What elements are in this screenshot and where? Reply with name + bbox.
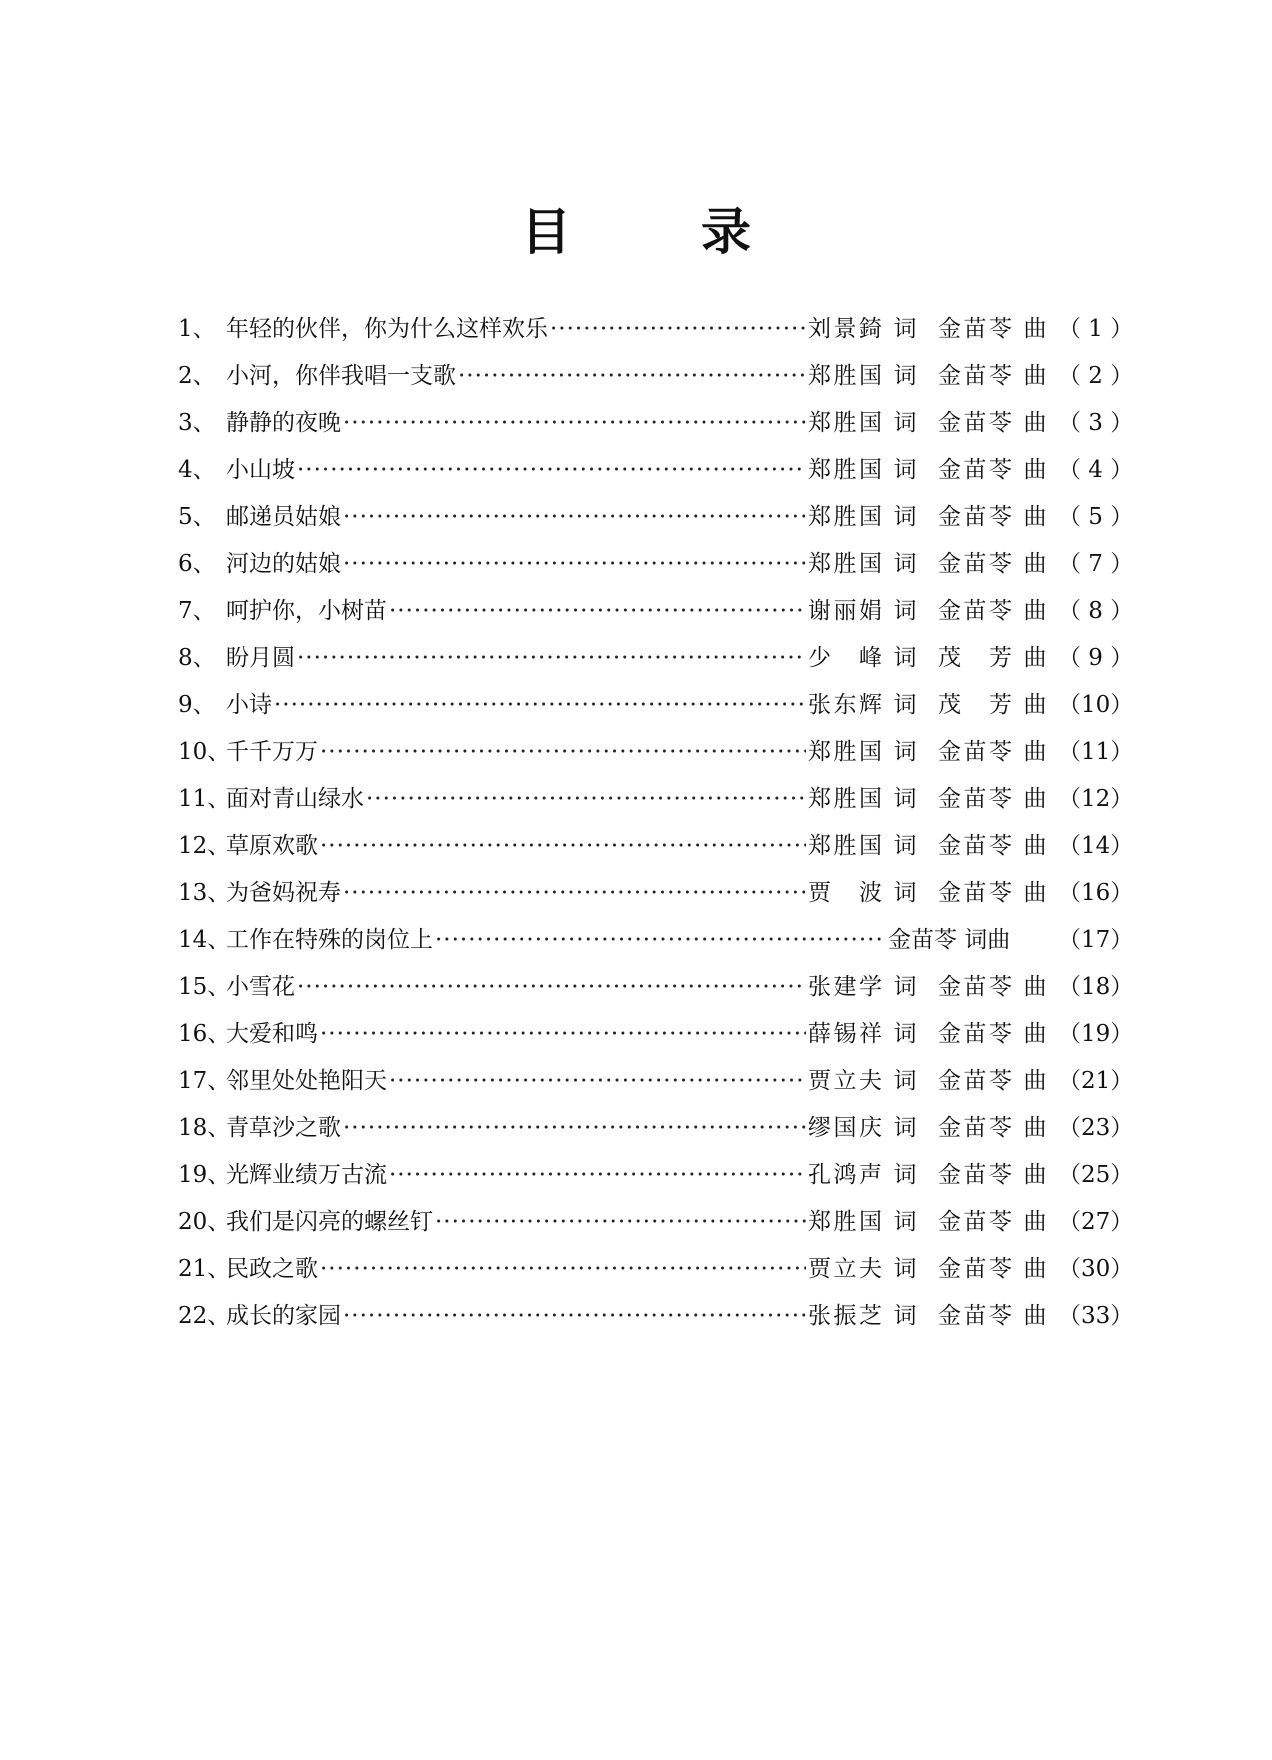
lyrics-label: 词: [893, 785, 917, 812]
lyrics-label: 词: [893, 879, 917, 906]
song-title: 年轻的伙伴，你为什么这样欢乐: [226, 315, 548, 342]
music-label: 曲: [1023, 832, 1047, 859]
entry-number: 2、: [178, 362, 216, 389]
composer-name: 金苗苓: [938, 409, 1012, 436]
lyrics-label: 词: [893, 597, 917, 624]
page-number: （21）: [1058, 1067, 1134, 1094]
music-label: 曲: [1023, 691, 1047, 718]
leader-dots: [297, 972, 806, 1002]
music-label: 曲: [1023, 1020, 1047, 1047]
lyrics-label: 词: [893, 503, 917, 530]
song-title: 呵护你，小树苗: [226, 597, 387, 624]
page-number: （ 2 ）: [1058, 362, 1134, 389]
lyrics-label: 词: [893, 691, 917, 718]
toc-entry[interactable]: [178, 1104, 1134, 1151]
entry-number: 21、: [178, 1255, 231, 1282]
music-label: 曲: [1023, 550, 1047, 577]
song-title: 小河，你伴我唱一支歌: [226, 362, 456, 389]
page-number: （33）: [1058, 1302, 1134, 1329]
entry-number: 3、: [178, 409, 216, 436]
page-number: （ 9 ）: [1058, 644, 1134, 671]
toc-entry[interactable]: [178, 1010, 1134, 1057]
toc-entry[interactable]: [178, 446, 1134, 493]
leader-dots: [366, 784, 806, 814]
toc-entry[interactable]: [178, 1057, 1134, 1104]
leader-dots: [389, 596, 806, 626]
lyricist-name: 郑胜国: [808, 503, 882, 530]
page-number: （ 5 ）: [1058, 503, 1134, 530]
page-number: （ 8 ）: [1058, 597, 1134, 624]
lyrics-label: 词: [893, 1161, 917, 1188]
leader-dots: [297, 643, 806, 673]
lyrics-label: 词: [893, 362, 917, 389]
music-label: 曲: [1023, 1302, 1047, 1329]
composer-name: 金苗苓: [938, 738, 1012, 765]
leader-dots: [550, 314, 806, 344]
page-title-char: 目: [521, 202, 571, 261]
page-number: （14）: [1058, 832, 1134, 859]
composer-name: 金苗苓: [938, 597, 1012, 624]
lyrics-label: 词: [893, 1302, 917, 1329]
lyricist-name: 刘景錡: [808, 315, 882, 342]
lyricist-name: 郑胜国: [808, 785, 882, 812]
music-label: 曲: [1023, 409, 1047, 436]
composer-name: 金苗苓: [938, 785, 1012, 812]
composer-name: 金苗苓: [938, 1067, 1012, 1094]
entry-number: 20、: [178, 1208, 231, 1235]
music-label: 曲: [1023, 315, 1047, 342]
toc-entry[interactable]: [178, 540, 1134, 587]
song-title: 静静的夜晚: [226, 409, 341, 436]
toc-entry[interactable]: [178, 1151, 1134, 1198]
toc-entry[interactable]: [178, 1245, 1134, 1292]
lyrics-label: 词: [893, 1020, 917, 1047]
page-number: （ 4 ）: [1058, 456, 1134, 483]
lyrics-label: 词: [893, 409, 917, 436]
song-title: 光辉业绩万古流: [226, 1161, 387, 1188]
lyricist-name: 贾立夫: [808, 1255, 882, 1282]
composer-name: 金苗苓: [938, 1020, 1012, 1047]
toc-entry[interactable]: [178, 916, 1134, 963]
entry-number: 1、: [178, 315, 216, 342]
page-number: （27）: [1058, 1208, 1134, 1235]
toc-entry[interactable]: [178, 963, 1134, 1010]
composer-name: 金苗苓: [938, 362, 1012, 389]
toc-entry[interactable]: [178, 1198, 1134, 1245]
lyrics-label: 词: [893, 315, 917, 342]
lyricist-name: 薛锡祥: [808, 1020, 882, 1047]
composer-name: 茂 芳: [938, 691, 1012, 718]
entry-number: 12、: [178, 832, 231, 859]
composer-name: 茂 芳: [938, 644, 1012, 671]
song-title: 面对青山绿水: [226, 785, 364, 812]
entry-number: 13、: [178, 879, 231, 906]
music-label: 曲: [1023, 785, 1047, 812]
page-number: （18）: [1058, 973, 1134, 1000]
page-number: （25）: [1058, 1161, 1134, 1188]
music-label: 曲: [1023, 362, 1047, 389]
composer-name: 金苗苓: [938, 315, 1012, 342]
toc-entry[interactable]: [178, 493, 1134, 540]
entry-number: 9、: [178, 691, 216, 718]
entry-number: 6、: [178, 550, 216, 577]
lyrics-label: 词: [893, 738, 917, 765]
song-title: 大爱和鸣: [226, 1020, 318, 1047]
page-number: （ 7 ）: [1058, 550, 1134, 577]
page-number: （19）: [1058, 1020, 1134, 1047]
lyricist-name: 郑胜国: [808, 362, 882, 389]
lyrics-label: 词: [893, 550, 917, 577]
leader-dots: [320, 1254, 806, 1284]
song-title: 河边的姑娘: [226, 550, 341, 577]
song-title: 邮递员姑娘: [226, 503, 341, 530]
lyrics-label: 词: [893, 973, 917, 1000]
lyrics-label: 词: [893, 1255, 917, 1282]
music-label: 曲: [1023, 456, 1047, 483]
page-title-char: 录: [701, 202, 751, 261]
composer-name: 金苗苓: [938, 879, 1012, 906]
song-title: 千千万万: [226, 738, 318, 765]
entry-number: 22、: [178, 1302, 231, 1329]
composer-name: 金苗苓: [938, 550, 1012, 577]
entry-number: 10、: [178, 738, 231, 765]
lyricist-name: 贾立夫: [808, 1067, 882, 1094]
leader-dots: [435, 925, 886, 955]
page-title: [0, 192, 1272, 264]
page-number: （ 1 ）: [1058, 315, 1134, 342]
lyricist-name: 孔鸿声: [808, 1161, 882, 1188]
composer-name: 金苗苓: [938, 1114, 1012, 1141]
leader-dots: [389, 1066, 806, 1096]
lyricist-name: 少 峰: [808, 644, 882, 671]
page-number: （17）: [1058, 926, 1134, 953]
lyricist-name: 郑胜国: [808, 456, 882, 483]
leader-dots: [435, 1207, 806, 1237]
lyricist-composer: 金苗苓 词曲: [888, 926, 1011, 953]
composer-name: 金苗苓: [938, 1208, 1012, 1235]
lyricist-name: 张东辉: [808, 691, 882, 718]
composer-name: 金苗苓: [938, 1255, 1012, 1282]
leader-dots: [320, 831, 806, 861]
leader-dots: [320, 737, 806, 767]
music-label: 曲: [1023, 738, 1047, 765]
entry-number: 14、: [178, 926, 231, 953]
toc-entry[interactable]: [178, 587, 1134, 634]
lyricist-name: 张建学: [808, 973, 882, 1000]
toc-entry[interactable]: [178, 681, 1134, 728]
leader-dots: [343, 1301, 806, 1331]
song-title: 小雪花: [226, 973, 295, 1000]
lyricist-name: 谢丽娟: [808, 597, 882, 624]
lyricist-name: 郑胜国: [808, 550, 882, 577]
lyricist-name: 缪国庆: [808, 1114, 882, 1141]
leader-dots: [274, 690, 806, 720]
song-title: 小山坡: [226, 456, 295, 483]
page-number: （11）: [1058, 738, 1134, 765]
page-number: （23）: [1058, 1114, 1134, 1141]
entry-number: 16、: [178, 1020, 231, 1047]
composer-name: 金苗苓: [938, 832, 1012, 859]
lyricist-name: 郑胜国: [808, 409, 882, 436]
lyrics-label: 词: [893, 1067, 917, 1094]
toc-entry[interactable]: [178, 399, 1134, 446]
entry-number: 18、: [178, 1114, 231, 1141]
page-number: （10）: [1058, 691, 1134, 718]
lyrics-label: 词: [893, 832, 917, 859]
leader-dots: [389, 1160, 806, 1190]
page-number: （16）: [1058, 879, 1134, 906]
entry-number: 4、: [178, 456, 216, 483]
table-of-contents: [178, 305, 1134, 1339]
entry-number: 5、: [178, 503, 216, 530]
composer-name: 金苗苓: [938, 1302, 1012, 1329]
entry-number: 11、: [178, 785, 231, 812]
leader-dots: [343, 1113, 806, 1143]
entry-number: 17、: [178, 1067, 231, 1094]
song-title: 我们是闪亮的螺丝钉: [226, 1208, 433, 1235]
toc-entry[interactable]: [178, 352, 1134, 399]
composer-name: 金苗苓: [938, 503, 1012, 530]
lyricist-name: 贾 波: [808, 879, 882, 906]
music-label: 曲: [1023, 644, 1047, 671]
song-title: 小诗: [226, 691, 272, 718]
music-label: 曲: [1023, 973, 1047, 1000]
leader-dots: [343, 878, 806, 908]
leader-dots: [343, 408, 806, 438]
leader-dots: [343, 549, 806, 579]
music-label: 曲: [1023, 1255, 1047, 1282]
song-title: 成长的家园: [226, 1302, 341, 1329]
lyrics-label: 词: [893, 644, 917, 671]
page-number: （30）: [1058, 1255, 1134, 1282]
lyricist-name: 郑胜国: [808, 832, 882, 859]
leader-dots: [297, 455, 806, 485]
entry-number: 15、: [178, 973, 231, 1000]
leader-dots: [458, 361, 806, 391]
page-number: （ 3 ）: [1058, 409, 1134, 436]
song-title: 民政之歌: [226, 1255, 318, 1282]
leader-dots: [343, 502, 806, 532]
music-label: 曲: [1023, 1161, 1047, 1188]
lyricist-name: 郑胜国: [808, 1208, 882, 1235]
lyrics-label: 词: [893, 1114, 917, 1141]
toc-entry[interactable]: [178, 869, 1134, 916]
lyrics-label: 词: [893, 456, 917, 483]
song-title: 盼月圆: [226, 644, 295, 671]
composer-name: 金苗苓: [938, 456, 1012, 483]
page-number: （12）: [1058, 785, 1134, 812]
toc-entry[interactable]: [178, 728, 1134, 775]
song-title: 草原欢歌: [226, 832, 318, 859]
toc-entry[interactable]: [178, 1292, 1134, 1339]
song-title: 工作在特殊的岗位上: [226, 926, 433, 953]
song-title: 邻里处处艳阳天: [226, 1067, 387, 1094]
lyricist-name: 郑胜国: [808, 738, 882, 765]
entry-number: 8、: [178, 644, 216, 671]
music-label: 曲: [1023, 879, 1047, 906]
song-title: 青草沙之歌: [226, 1114, 341, 1141]
lyricist-name: 张振芝: [808, 1302, 882, 1329]
music-label: 曲: [1023, 503, 1047, 530]
toc-entry[interactable]: [178, 305, 1134, 352]
toc-entry[interactable]: [178, 822, 1134, 869]
music-label: 曲: [1023, 597, 1047, 624]
song-title: 为爸妈祝寿: [226, 879, 341, 906]
leader-dots: [320, 1019, 806, 1049]
music-label: 曲: [1023, 1067, 1047, 1094]
music-label: 曲: [1023, 1208, 1047, 1235]
composer-name: 金苗苓: [938, 1161, 1012, 1188]
music-label: 曲: [1023, 1114, 1047, 1141]
toc-entry[interactable]: [178, 634, 1134, 681]
entry-number: 19、: [178, 1161, 231, 1188]
entry-number: 7、: [178, 597, 216, 624]
composer-name: 金苗苓: [938, 973, 1012, 1000]
toc-entry[interactable]: [178, 775, 1134, 822]
lyrics-label: 词: [893, 1208, 917, 1235]
